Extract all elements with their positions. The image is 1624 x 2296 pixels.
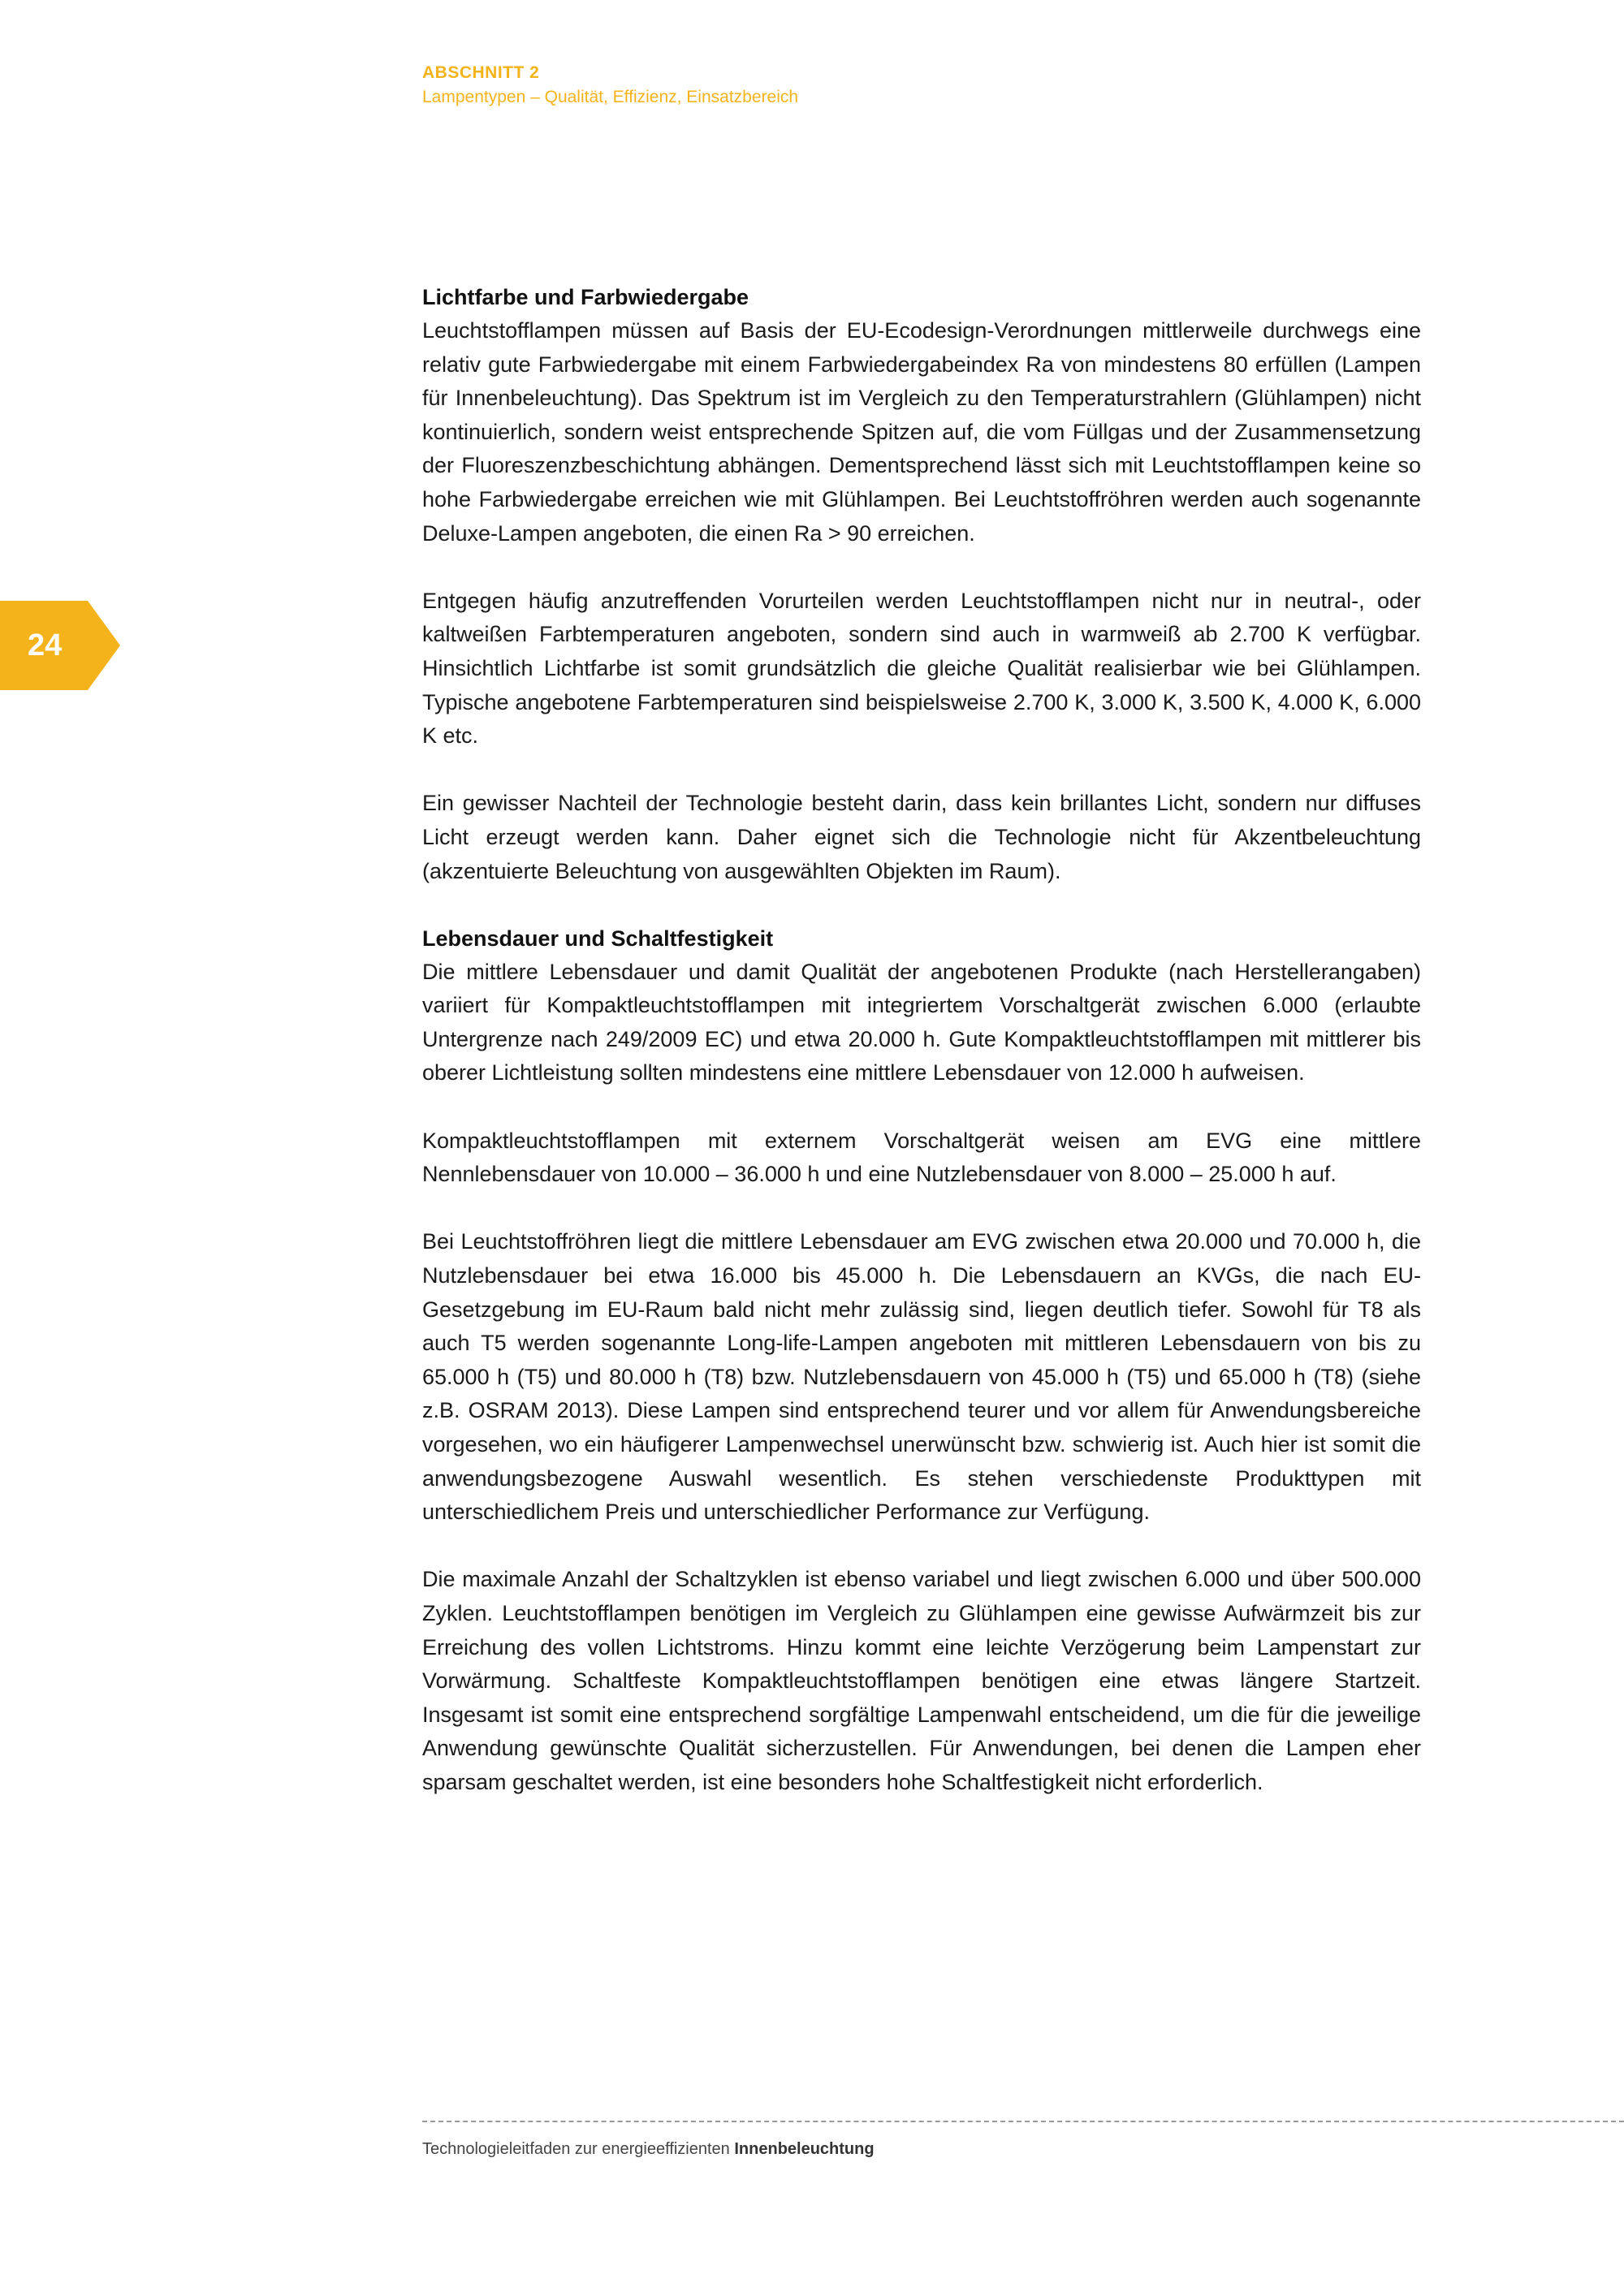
footer-regular: Technologieleitfaden zur energieeffizienten <box>422 2140 735 2158</box>
page-number: 24 <box>28 628 63 662</box>
footer-bold: Innenbeleuchtung <box>734 2140 875 2158</box>
section-header <box>422 62 798 109</box>
section-label: ABSCHNITT 2 <box>422 63 540 82</box>
paragraph-1: Leuchtstofflampen müssen auf Basis der EU-Ecodesign-Verordnungen mittlerweile durchwegs eine relativ gute Farbwiedergabe mit einem Farbwiedergabeindex Ra von mindestens 80 erfüllen (Lampen für Innenbeleuchtung). Das Spektrum ist im Vergleich zu den Temperaturstrahlern (Glühlampen) nicht kontinuierlich, sondern weist entsprechende Spitzen auf, die vom Füllgas und der Zusammensetzung der Fluoreszenzbeschichtung abhängen. Dementsprechend lässt sich mit Leuchtstofflampen keine so hohe Farbwiedergabe erreichen wie mit Glühlampen. Bei Leuchtstoffröhren werden auch sogenannte Deluxe-Lampen angeboten, die einen Ra > 90 erreichen. <box>422 318 1421 546</box>
main-content <box>422 281 1421 1800</box>
footer-text <box>422 2140 875 2159</box>
footer-divider <box>422 2121 1624 2122</box>
section-subtitle: Lampentypen – Qualität, Effizienz, Einsatzbereich <box>422 88 799 106</box>
paragraph-7: Die maximale Anzahl der Schaltzyklen ist ebenso variabel und liegt zwischen 6.000 und über 500.000 Zyklen. Leuchtstofflampen benötigen im Vergleich zu Glühlampen eine gewisse Aufwärmzeit bis zur Erreichung des vollen Lichtstroms. Hinzu kommt eine leichte Verzögerung beim Lampenstart zur Vorwärmung. Schaltfeste Kompaktleuchtstofflampen benötigen eine etwas längere Startzeit. Insgesamt ist somit eine entsprechend sorgfältige Lampenwahl entscheidend, um die für die jeweilige Anwendung gewünschte Qualität sicherzustellen. Für Anwendungen, bei denen die Lampen eher sparsam geschaltet werden, ist eine besonders hohe Schaltfestigkeit nicht erforderlich. <box>422 1567 1421 1794</box>
paragraph-6: Bei Leuchtstoffröhren liegt die mittlere Lebensdauer am EVG zwischen etwa 20.000 und 70.000 h, die Nutzlebensdauer bei etwa 16.000 bis 45.000 h. Die Lebensdauern an KVGs, die nach EU-Gesetzgebung im EU-Raum bald nicht mehr zulässig sind, liegen deutlich tiefer. Sowohl für T8 als auch T5 werden sogenannte Long-life-Lampen angeboten mit mittleren Lebensdauern von bis zu 65.000 h (T5) und 80.000 h (T8) bzw. Nutzlebensdauern von 45.000 h (T5) und 65.000 h (T8) (siehe z.B. OSRAM 2013). Diese Lampen sind entsprechend teurer und vor allem für Anwendungsbereiche vorgesehen, wo ein häufigerer Lampenwechsel unerwünscht bzw. schwierig ist. Auch hier ist somit die anwendungsbezogene Auswahl wesentlich. Es stehen verschiedenste Produkttypen mit unterschiedlichem Preis und unterschiedlicher Performance zur Verfügung. <box>422 1229 1421 1525</box>
paragraph-2: Entgegen häufig anzutreffenden Vorurteilen werden Leuchtstofflampen nicht nur in neutral-, oder kaltweißen Farbtemperaturen angeboten, sondern sind auch in warmweiß ab 2.700 K verfügbar. Hinsichtlich Lichtfarbe ist somit grundsätzlich die gleiche Qualität realisierbar wie bei Glühlampen. Typische angebotene Farbtemperaturen sind beispielsweise 2.700 K, 3.000 K, 3.500 K, 4.000 K, 6.000 K etc. <box>422 588 1421 749</box>
paragraph-5: Kompaktleuchtstofflampen mit externem Vorschaltgerät weisen am EVG eine mittlere Nennlebensdauer von 10.000 – 36.000 h und eine Nutzlebensdauer von 8.000 – 25.000 h auf. <box>422 1128 1421 1187</box>
paragraph-3: Ein gewisser Nachteil der Technologie besteht darin, dass kein brillantes Licht, sondern nur diffuses Licht erzeugt werden kann. Daher eignet sich die Technologie nicht für Akzentbeleuchtung (akzentuierte Beleuchtung von ausgewählten Objekten im Raum). <box>422 791 1421 883</box>
heading-lebensdauer: Lebensdauer und Schaltfestigkeit <box>422 926 774 951</box>
heading-lichtfarbe: Lichtfarbe und Farbwiedergabe <box>422 285 749 309</box>
page-number-tab <box>0 601 120 690</box>
paragraph-4: Die mittlere Lebensdauer und damit Qualität der angebotenen Produkte (nach Herstellerangaben) variiert für Kompaktleuchtstofflampen mit integriertem Vorschaltgerät zwischen 6.000 (erlaubte Untergrenze nach 249/2009 EC) und etwa 20.000 h. Gute Kompaktleuchtstofflampen mit mittlerer bis oberer Lichtleistung sollten mindestens eine mittlere Lebensdauer von 12.000 h aufweisen. <box>422 959 1421 1085</box>
